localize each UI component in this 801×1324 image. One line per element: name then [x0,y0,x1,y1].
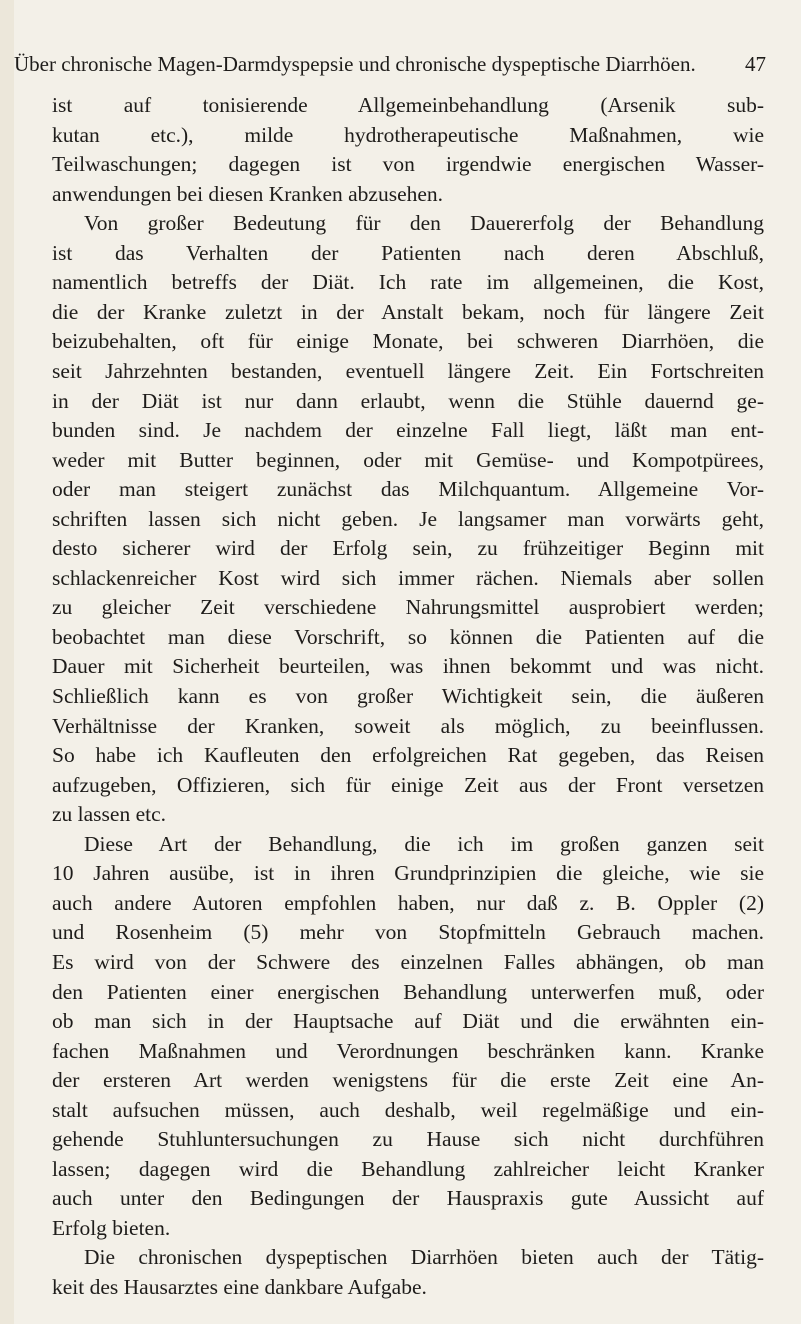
text-line: kutan etc.), milde hydrotherapeutische Maßnahmen, wie [52,122,764,147]
text-line: seit Jahrzehnten bestanden, eventuell längere Zeit. Ein Fortschreiten [52,358,764,383]
text-line: ist auf tonisierende Allgemeinbehandlung (Arsenik sub- [52,93,764,117]
text-line: in der Diät ist nur dann erlaubt, wenn die Stühle dauernd ge- [52,388,764,413]
text-line: ist das Verhalten der Patienten nach deren Abschluß, [52,240,764,265]
text-line: schriften lassen sich nicht geben. Je langsamer man vorwärts geht, [52,506,764,531]
text-line: beizubehalten, oft für einige Monate, bei schweren Diarrhöen, die [52,329,764,354]
page-number: 47 [745,52,766,76]
text-line: der ersteren Art werden wenigstens für die erste Zeit eine An- [52,1068,764,1093]
text-line: zu gleicher Zeit verschiedene Nahrungsmittel ausprobiert werden; [52,595,764,620]
text-line: Verhältnisse der Kranken, soweit als möglich, zu beeinflussen. [52,713,764,738]
text-line: So habe ich Kaufleuten den erfolgreichen Rat gegeben, das Reisen [52,743,764,768]
text-line: lassen; dagegen wird die Behandlung zahlreicher leicht Kranker [52,1156,764,1181]
text-line: weder mit Butter beginnen, oder mit Gemüse- und Kompotpürees, [52,447,764,472]
text-line: schlackenreicher Kost wird sich immer rächen. Niemals aber sollen [52,565,764,590]
text-line: Diese Art der Behandlung, die ich im großen ganzen seit [84,831,764,856]
running-title: Über chronische Magen-Darmdyspepsie und chronische dyspeptische Diarrhöen. [14,52,696,76]
text-line: 10 Jahren ausübe, ist in ihren Grundprinzipien die gleiche, wie sie [52,861,764,886]
text-line: zu lassen etc. [52,802,167,827]
text-line: fachen Maßnahmen und Verordnungen beschränken kann. Kranke [52,1038,764,1063]
text-line: Erfolg bieten. [52,1215,171,1240]
text-line: Dauer mit Sicherheit beurteilen, was ihnen bekommt und was nicht. [52,654,764,679]
text-line: Von großer Bedeutung für den Dauererfolg der Behandlung [84,211,764,236]
page-gutter [0,0,14,1324]
text-line: gehende Stuhluntersuchungen zu Hause sich nicht durchführen [52,1127,764,1152]
text-line: Die chronischen dyspeptischen Diarrhöen bieten auch der Tätig- [84,1245,764,1270]
text-line: Schließlich kann es von großer Wichtigkeit sein, die äußeren [52,684,764,708]
text-line: Teilwaschungen; dagegen ist von irgendwie energischen Wasser- [52,152,764,177]
text-line: namentlich betreffs der Diät. Ich rate im allgemeinen, die Kost, [52,270,764,295]
text-line: bunden sind. Je nachdem der einzelne Fall liegt, läßt man ent- [52,418,764,443]
text-line: keit des Hausarztes eine dankbare Aufgabe. [52,1275,427,1299]
text-line: stalt aufsuchen müssen, auch deshalb, weil regelmäßige und ein- [52,1097,764,1122]
text-line: Es wird von der Schwere des einzelnen Falles abhängen, ob man [52,949,764,974]
running-header [14,50,766,78]
text-line: auch unter den Bedingungen der Hauspraxis gute Aussicht auf [52,1186,764,1211]
text-line: ob man sich in der Hauptsache auf Diät und die erwähnten ein- [52,1009,764,1034]
text-line: die der Kranke zuletzt in der Anstalt bekam, noch für längere Zeit [52,299,764,324]
text-line: aufzugeben, Offizieren, sich für einige Zeit aus der Front versetzen [52,772,764,797]
text-line: den Patienten einer energischen Behandlung unterwerfen muß, oder [52,979,764,1004]
text-line: desto sicherer wird der Erfolg sein, zu frühzeitiger Beginn mit [52,536,764,561]
text-line: und Rosenheim (5) mehr von Stopfmitteln Gebrauch machen. [52,920,764,945]
text-line: beobachtet man diese Vorschrift, so können die Patienten auf die [52,624,764,649]
text-line: oder man steigert zunächst das Milchquantum. Allgemeine Vor- [52,477,764,502]
text-line: auch andere Autoren empfohlen haben, nur daß z. B. Oppler (2) [52,890,764,915]
text-line: anwendungen bei diesen Kranken abzusehen. [52,181,444,206]
